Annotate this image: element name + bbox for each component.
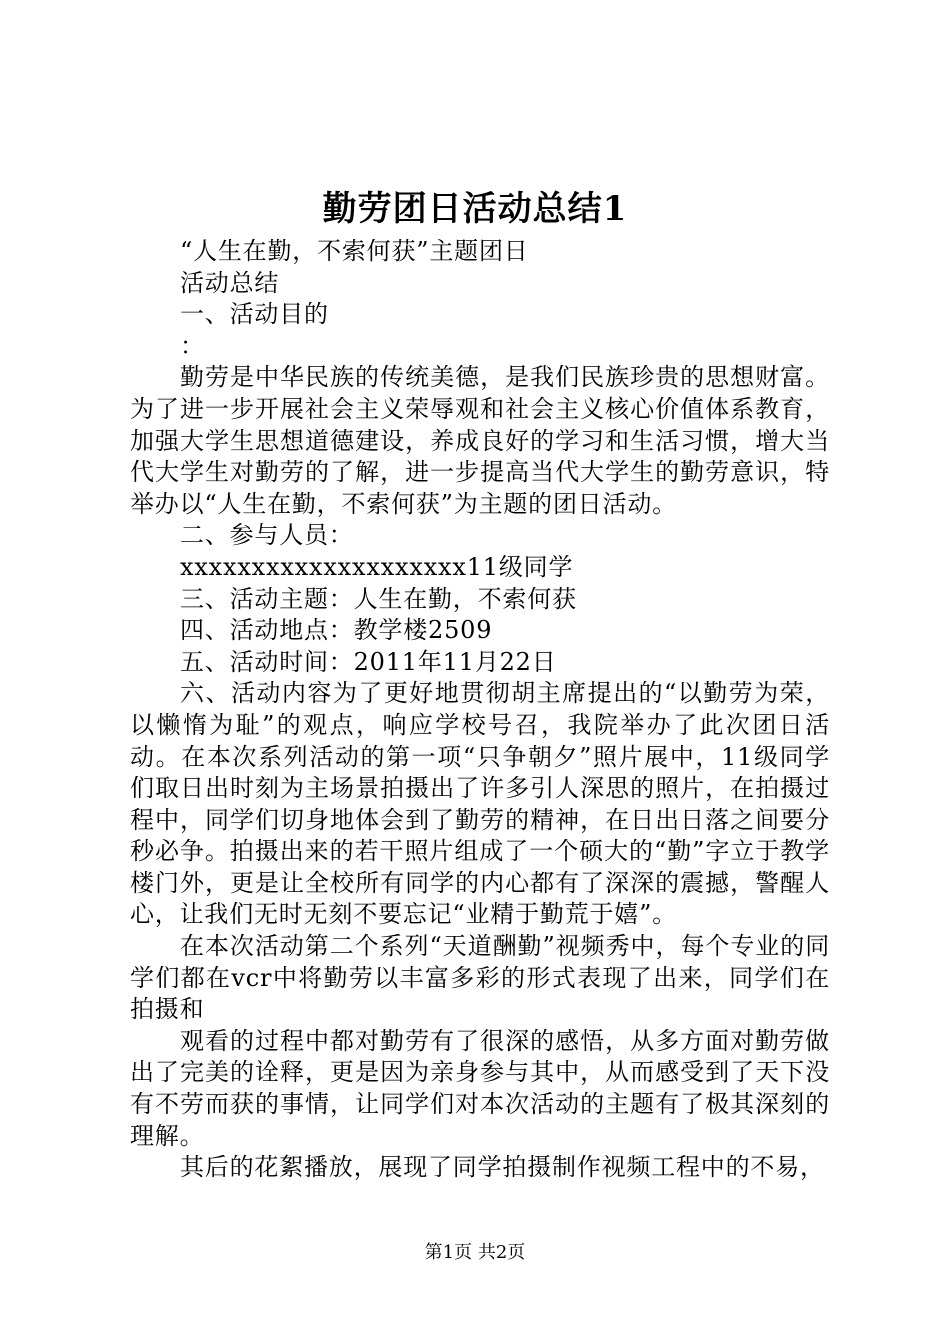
paragraph-theme-line: “人生在勤，不索何获”主题团日 <box>180 237 529 265</box>
paragraph-video-reflection: 观看的过程中都对勤劳有了很深的感悟，从多方面对勤劳做出了完美的诠释，更是因为亲身参与其中，从而感受到了天下没有不劳而获的事情，让同学们对本次活动的主题有了极其深刻的理解。 <box>130 1026 830 1150</box>
section-heading-participants: 二、参与人员： <box>180 521 354 550</box>
document-body <box>130 236 830 1184</box>
document-title: 勤劳团日活动总结1 <box>322 189 628 229</box>
paragraph-content: 六、活动内容为了更好地贯彻胡主席提出的“以勤劳为荣，以懒惰为耻”的观点，响应学校号召，我院举办了此次团日活动。在本次系列活动的第一项“只争朝夕”照片展中，11级同学们取日出时刻为主场景拍摄出了许多引人深思的照片，在拍摄过程中，同学们切身地体会到了勤劳的精神，在日出日落之间要分秒必争。拍摄出来的若干照片组成了一个硕大的“勤”字立于教学楼门外，更是让全校所有同学的内心都有了深深的震撼，警醒人心，让我们无时无刻不要忘记“业精于勤荒于嬉”。 <box>130 679 830 929</box>
section-heading-purpose: 一、活动目的 <box>180 300 329 329</box>
paragraph-highlights: 其后的花絮播放，展现了同学拍摄制作视频工程中的不易， <box>180 1153 825 1182</box>
paragraph-participants: xxxxxxxxxxxxxxxxxxxx11级同学 <box>180 552 574 581</box>
page-footer: 第1页 共2页 <box>424 1242 526 1263</box>
section-heading-theme: 三、活动主题：人生在勤，不索何获 <box>180 584 577 613</box>
section-heading-location: 四、活动地点：教学楼2509 <box>180 616 493 645</box>
paragraph-summary-label: 活动总结 <box>180 268 280 297</box>
section-heading-time: 五、活动时间：2011年11月22日 <box>180 647 557 676</box>
paragraph-colon: ： <box>180 331 205 360</box>
paragraph-video-show: 在本次活动第二个系列“天道酬勤”视频秀中，每个专业的同学们都在vcr中将勤劳以丰富多彩的形式表现了出来，同学们在拍摄和 <box>130 932 830 1024</box>
paragraph-purpose: 勤劳是中华民族的传统美德，是我们民族珍贵的思想财富。为了进一步开展社会主义荣辱观和社会主义核心价值体系教育，加强大学生思想道德建设，养成良好的学习和生活习惯，增大当代大学生对勤劳的了解，进一步提高当代大学生的勤劳意识，特举办以“人生在勤，不索何获”为主题的团日活动。 <box>130 363 830 518</box>
